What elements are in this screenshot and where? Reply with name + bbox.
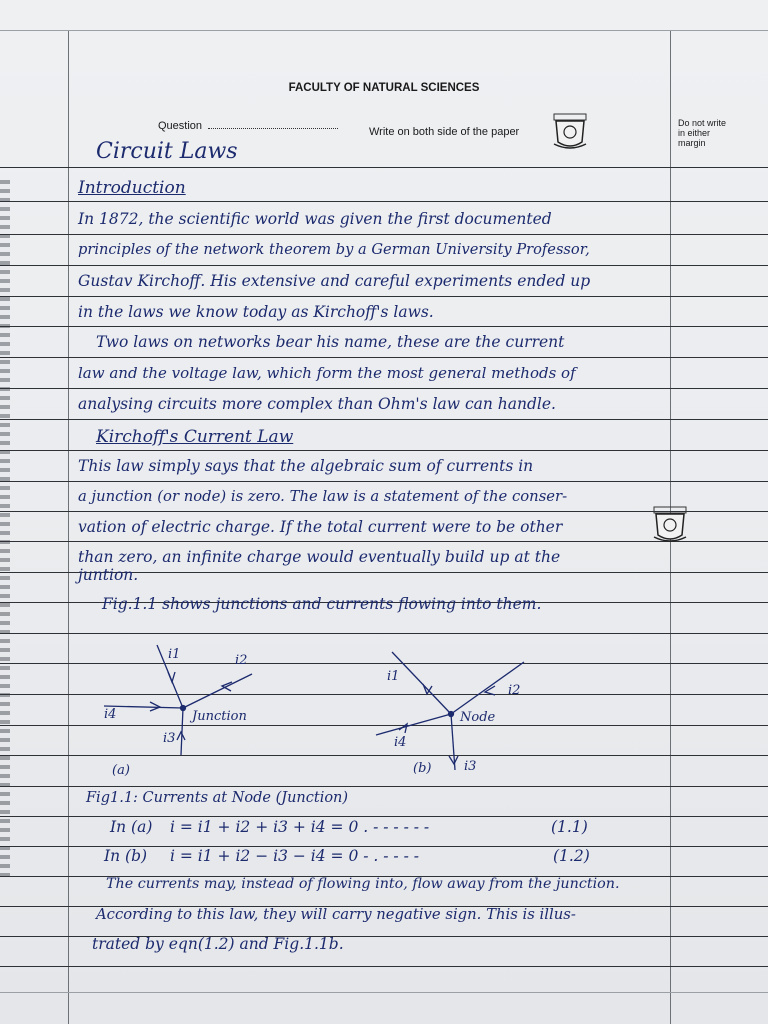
notebook-page: FACULTY OF NATURAL SCIENCES Question Write on both side of the paper Do not write in either margin Circuit Laws Introduction In 1872, the scientific world was given the first documented principles of the network theorem by a German University Professor, Gustav Kirchoff. His extensive and careful experiments ended up in the laws we know today as Kirchoff's laws. Two laws on networks bear his name, these are the current law and the voltage law, which form the most general methods of analysing circuits more complex than Ohm's law can handle. Kirchoff's Current Law This law simply says that the algebraic sum of currents in a junction (or node) is zero. The law is a statement of the conser- vation of electric charge. If the total current were to be other than zero, an infinite charge would eventually build up at the juntion. Fig.1.1 shows junctions and currents flowing into them. i1 i2 i4 i3 Junction (a) i1 i2 i4 i3 Node (b) Fig1.1: Currents at Node (Junction) In (a) i = i1 + i2 + i3 + i4 = 0 . - - - - - - (1.1) In (b) i = i1 + i2 − i3 − i4 = 0 - . - - - - (1.2) The currents may, instead of flowing into, flow away from the junction. According to this law, they will carry negative sign. This is illus- trated by eqn(1.2) and Fig.1.1b. (0, 0, 768, 1024)
intro-line: in the laws we know today as Kirchoff's laws. (78, 303, 434, 321)
arrow-i4 (399, 724, 407, 733)
arrow-i2 (485, 686, 495, 695)
margin-note: Do not write in either margin (678, 118, 727, 148)
arrow-i3 (177, 732, 185, 740)
kcl-line: a junction (or node) is zero. The law is a statement of the conser- (78, 488, 568, 505)
intro-line: Gustav Kirchoff. His extensive and careful experiments ended up (78, 272, 591, 290)
intro-heading: Introduction (78, 178, 186, 198)
arrow-i4 (150, 702, 160, 711)
label-i2: i2 (235, 653, 248, 668)
branch-i1 (392, 652, 451, 714)
label-i2: i2 (508, 683, 521, 698)
instruction-text: Write on both side of the paper (369, 126, 520, 138)
page-title: Circuit Laws (96, 139, 238, 164)
node-label: Node (460, 710, 496, 725)
intro-line: In 1872, the scientific world was given the first documented (78, 210, 552, 228)
caption-a: (a) (112, 763, 130, 778)
question-label: Question (158, 120, 203, 132)
intro-line: principles of the network theorem by a German University Professor, (78, 241, 590, 258)
junction-dot (181, 706, 186, 711)
figure-caption: Fig1.1: Currents at Node (Junction) (86, 790, 349, 806)
closing-line: trated by eqn(1.2) and Fig.1.1b. (92, 935, 344, 953)
label-i3: i3 (464, 759, 477, 774)
label-i1: i1 (168, 647, 181, 662)
kcl-line: than zero, an infinite charge would eventually build up at the (78, 548, 561, 566)
junction-label: Junction (192, 709, 247, 724)
label-i1: i1 (387, 669, 400, 684)
arrow-i1 (168, 672, 175, 682)
branch-i2 (183, 674, 252, 708)
kcl-line: vation of electric charge. If the total current were to be other (78, 518, 563, 536)
kcl-heading: Kirchoff's Current Law (96, 427, 294, 447)
intro-line: law and the voltage law, which form the most general methods of (78, 364, 576, 382)
label-i4: i4 (394, 735, 407, 750)
kcl-line: Fig.1.1 shows junctions and currents flowing into them. (102, 595, 542, 613)
intro-line: analysing circuits more complex than Ohm's law can handle. (78, 395, 556, 413)
kcl-line: This law simply says that the algebraic sum of currents in (78, 457, 534, 475)
branch-i4 (376, 714, 451, 735)
faculty-header: FACULTY OF NATURAL SCIENCES (288, 82, 480, 94)
kcl-line: juntion. (78, 566, 139, 584)
intro-line: Two laws on networks bear his name, these are the current (96, 333, 565, 351)
label-i4: i4 (104, 707, 117, 722)
node-dot (449, 712, 454, 717)
closing-line: According to this law, they will carry negative sign. This is illus- (96, 906, 576, 923)
caption-b: (b) (413, 761, 432, 776)
label-i3: i3 (163, 731, 176, 746)
closing-line: The currents may, instead of flowing into, flow away from the junction. (106, 876, 620, 892)
